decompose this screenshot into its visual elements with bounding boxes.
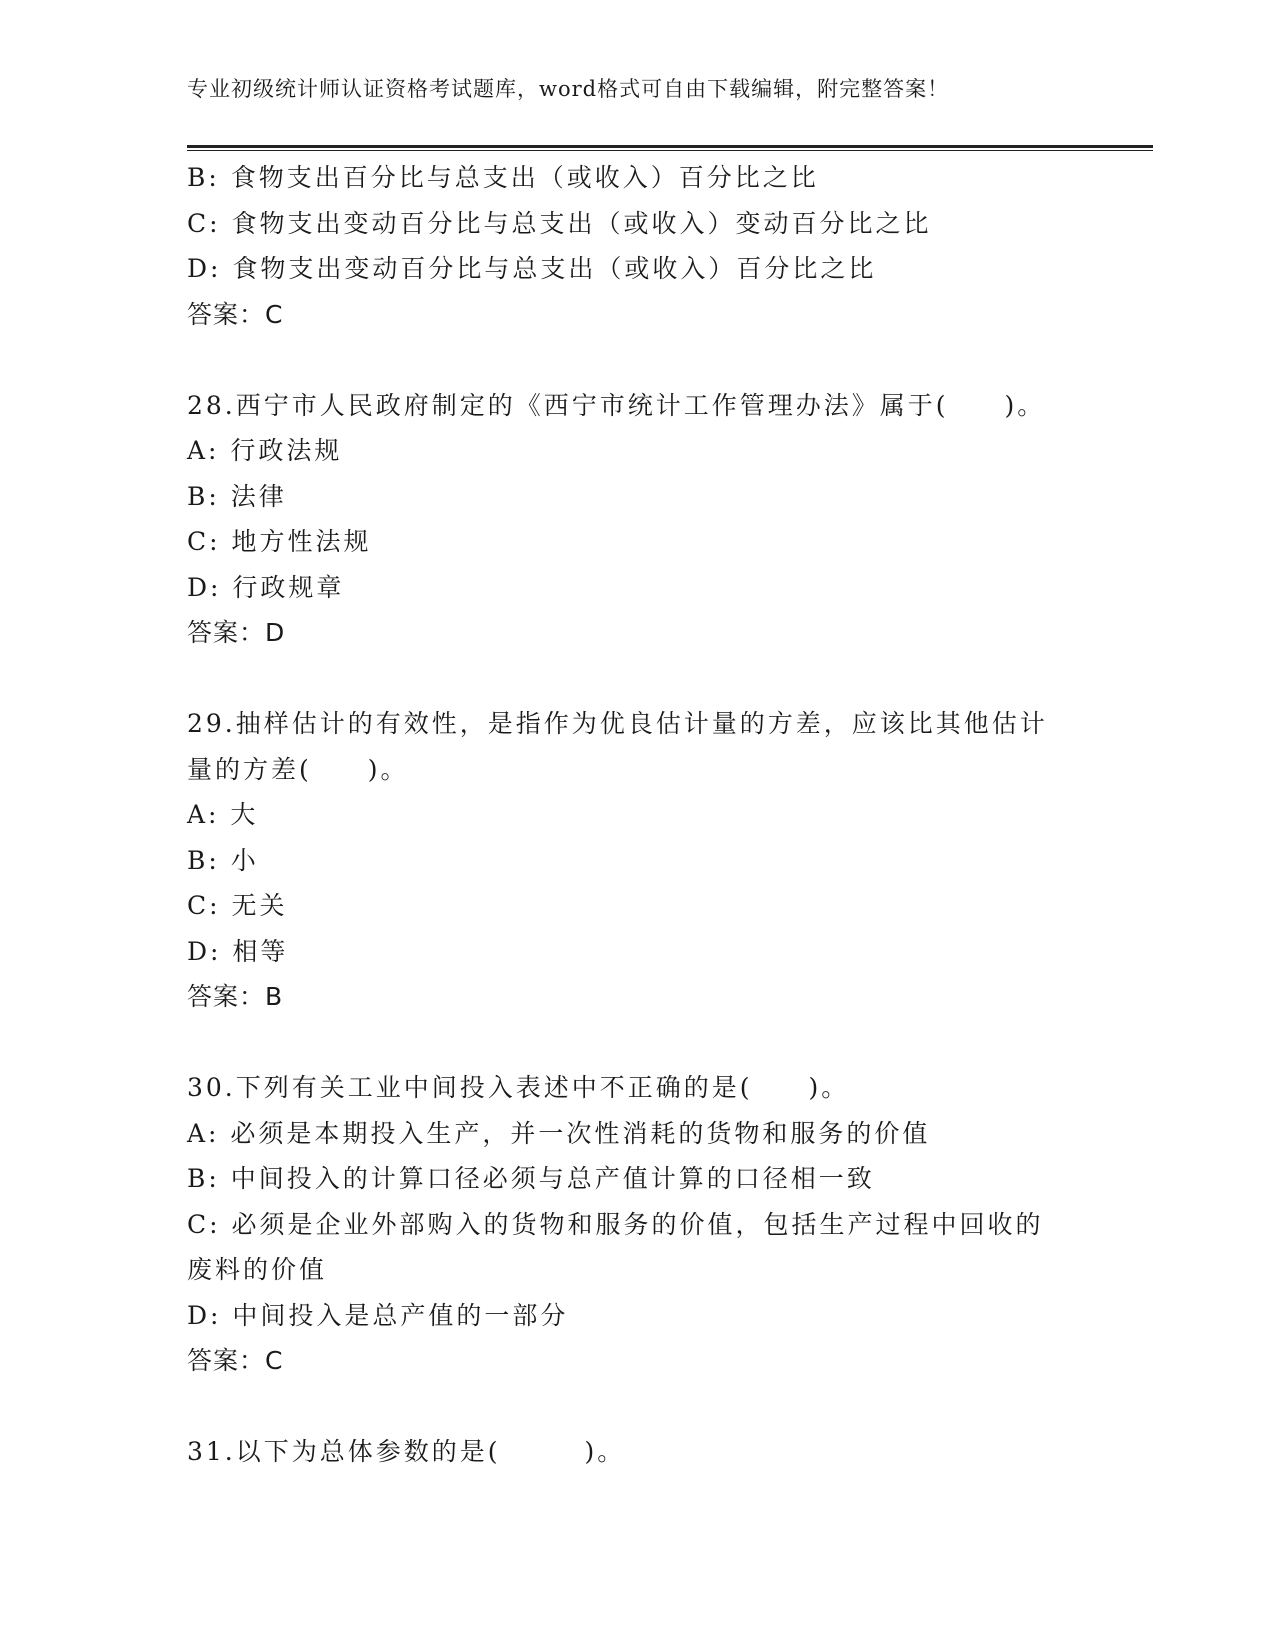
question-31 <box>187 1429 1087 1475</box>
option-c-line-1: C: 必须是企业外部购入的货物和服务的价值，包括生产过程中回收的 <box>187 1209 1044 1239</box>
answer: 答案：C <box>187 1346 284 1375</box>
option-b: B: 小 <box>187 845 259 875</box>
question-29 <box>187 701 1087 1020</box>
spacer <box>187 337 1087 383</box>
question-stem-line-2: 量的方差( )。 <box>187 754 409 784</box>
question-27-fragment <box>187 155 1087 337</box>
page-header: 专业初级统计师认证资格考试题库，word格式可自由下载编辑，附完整答案！ <box>187 77 950 101</box>
question-30 <box>187 1065 1087 1384</box>
option-a: A: 大 <box>187 800 259 829</box>
option-c: C: 食物支出变动百分比与总支出（或收入）变动百分比之比 <box>187 208 932 238</box>
option-d: D: 相等 <box>187 936 289 966</box>
question-stem: 28.西宁市人民政府制定的《西宁市统计工作管理办法》属于( )。 <box>187 390 1046 420</box>
option-c-line-2: 废料的价值 <box>187 1255 328 1284</box>
header-divider <box>187 145 1153 151</box>
option-a: A: 必须是本期投入生产，并一次性消耗的货物和服务的价值 <box>187 1118 931 1148</box>
option-b: B: 食物支出百分比与总支出（或收入）百分比之比 <box>187 163 819 192</box>
answer: 答案：B <box>187 982 284 1011</box>
answer: 答案：D <box>187 618 286 647</box>
option-c: C: 地方性法规 <box>187 527 372 556</box>
question-stem: 30.下列有关工业中间投入表述中不正确的是( )。 <box>187 1073 850 1102</box>
option-c: C: 无关 <box>187 891 288 920</box>
option-d: D: 中间投入是总产值的一部分 <box>187 1300 569 1330</box>
question-stem: 31.以下为总体参数的是( )。 <box>187 1437 626 1466</box>
question-stem-line-1: 29.抽样估计的有效性，是指作为优良估计量的方差，应该比其他估计 <box>187 709 1048 738</box>
option-b: B: 法律 <box>187 481 287 511</box>
option-d: D: 食物支出变动百分比与总支出（或收入）百分比之比 <box>187 254 877 283</box>
spacer <box>187 656 1087 702</box>
question-28 <box>187 383 1087 656</box>
option-a: A: 行政法规 <box>187 436 343 465</box>
option-d: D: 行政规章 <box>187 572 345 602</box>
spacer <box>187 1020 1087 1066</box>
answer: 答案：C <box>187 299 284 329</box>
spacer <box>187 1384 1087 1430</box>
option-b: B: 中间投入的计算口径必须与总产值计算的口径相一致 <box>187 1164 875 1193</box>
document-body <box>187 155 1087 1475</box>
